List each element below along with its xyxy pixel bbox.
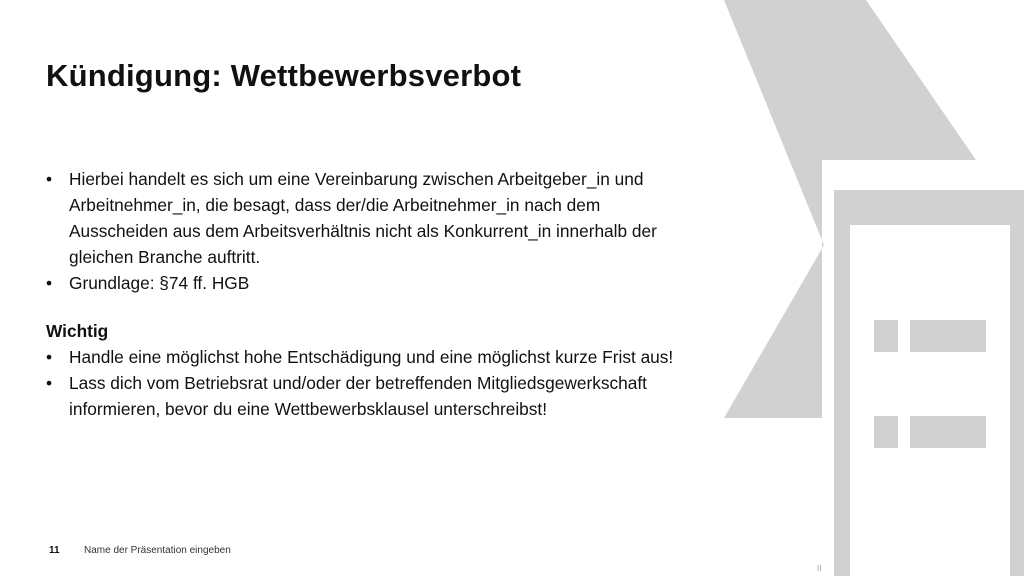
slide-content bbox=[46, 166, 696, 422]
bullet-item: • Hierbei handelt es sich um eine Vereinbarung zwischen Arbeitgeber_in und Arbeitnehmer_in, die besagt, dass der/die Arbeitnehmer_in nach dem Ausscheiden aus dem Arbeitsverhältnis nicht als Konkurrent_in innerhalb der gleichen Branche auftritt. bbox=[46, 166, 696, 270]
bullet-item: • Grundlage: §74 ff. HGB bbox=[46, 270, 696, 296]
bullet-item: • Lass dich vom Betriebsrat und/oder der betreffenden Mitgliedsgewerkschaft informieren, bevor du eine Wettbewerbsklausel unterschreibst! bbox=[46, 370, 696, 422]
page-number: 11 bbox=[49, 545, 60, 556]
slide-title: Kündigung: Wettbewerbsverbot bbox=[46, 58, 522, 93]
important-bullet-list bbox=[46, 344, 696, 422]
corner-mark: II bbox=[817, 564, 822, 573]
presentation-name: Name der Präsentation eingeben bbox=[84, 545, 231, 556]
important-heading: Wichtig bbox=[46, 321, 109, 341]
bullet-list bbox=[46, 166, 696, 296]
bullet-item: • Handle eine möglichst hohe Entschädigung und eine möglichst kurze Frist aus! bbox=[46, 344, 696, 370]
